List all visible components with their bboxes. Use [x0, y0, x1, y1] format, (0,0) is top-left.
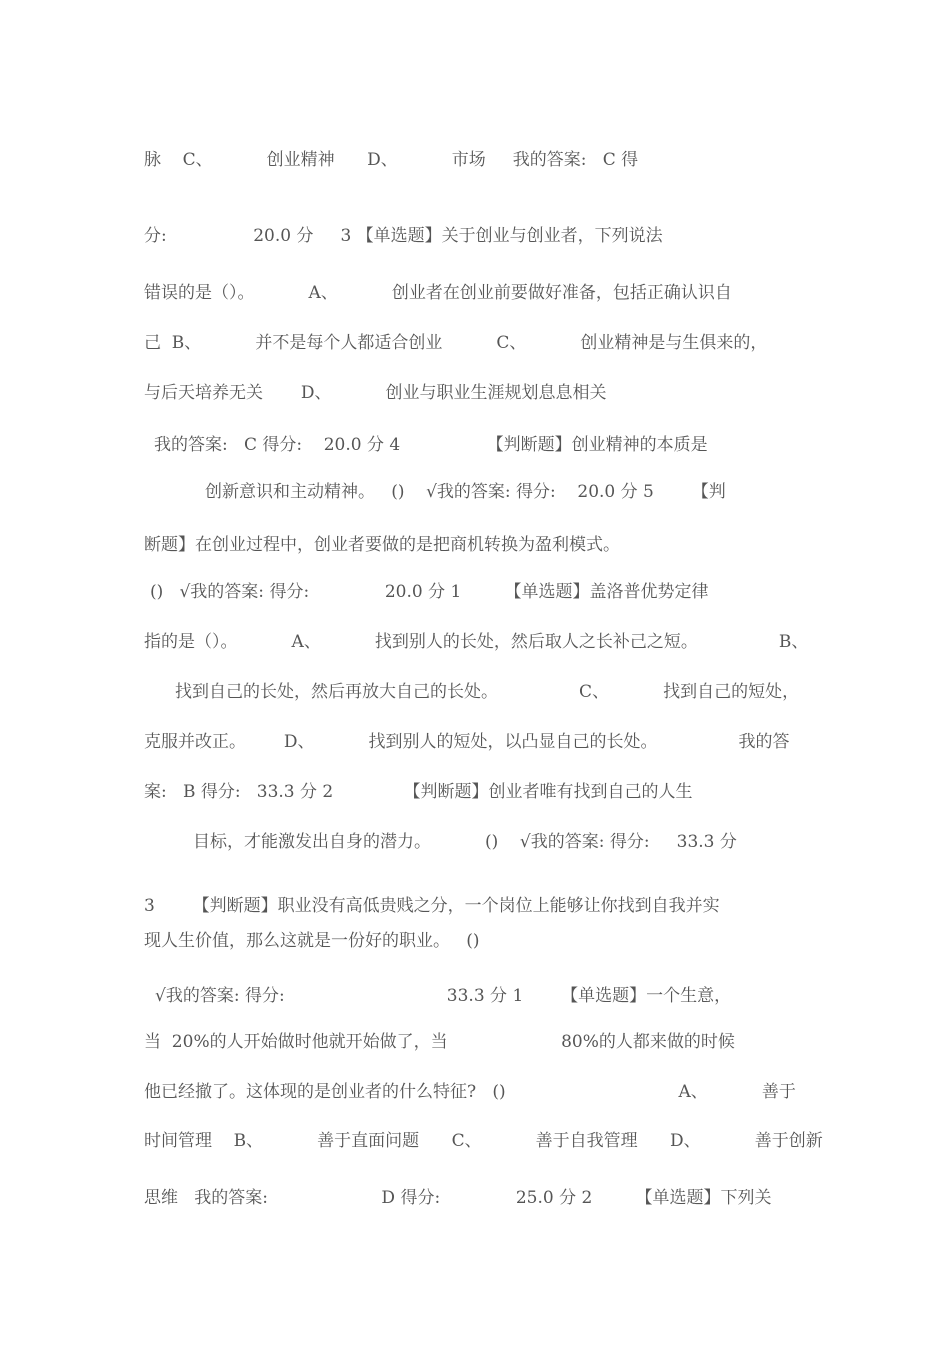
text-line: 己 B、 并不是每个人都适合创业 C、 创业精神是与生俱来的，	[144, 333, 768, 353]
text-line: 案: B 得分: 33.3 分 2 【判断题】创业者唯有找到自己的人生	[144, 782, 693, 802]
text-line: 当 20%的人开始做时他就开始做了，当 80%的人都来做的时候	[144, 1032, 735, 1052]
text-line: () √我的答案: 得分: 20.0 分 1 【单选题】盖洛普优势定律	[150, 582, 709, 602]
text-line: 时间管理 B、 善于直面问题 C、 善于自我管理 D、 善于创新	[144, 1131, 823, 1151]
text-line: 我的答案: C 得分: 20.0 分 4 【判断题】创业精神的本质是	[154, 435, 708, 455]
text-line: 思维 我的答案: D 得分: 25.0 分 2 【单选题】下列关	[144, 1188, 772, 1208]
text-line: 分: 20.0 分 3 【单选题】关于创业与创业者，下列说法	[144, 226, 663, 246]
text-line: 克服并改正。 D、 找到别人的短处，以凸显自己的长处。 我的答	[144, 732, 790, 752]
text-line: 脉 C、 创业精神 D、 市场 我的答案: C 得	[144, 150, 639, 170]
text-line: 3 【判断题】职业没有高低贵贱之分，一个岗位上能够让你找到自我并实	[144, 896, 720, 916]
text-line: 错误的是（）。 A、 创业者在创业前要做好准备，包括正确认识自	[144, 283, 732, 303]
text-line: 断题】在创业过程中，创业者要做的是把商机转换为盈利模式。	[144, 535, 620, 555]
text-line: 创新意识和主动精神。 () √我的答案: 得分: 20.0 分 5 【判	[205, 482, 726, 502]
text-line: 与后天培养无关 D、 创业与职业生涯规划息息相关	[144, 383, 607, 403]
text-line: 目标，才能激发出自身的潜力。 () √我的答案: 得分: 33.3 分	[193, 832, 737, 852]
text-line: √我的答案: 得分: 33.3 分 1 【单选题】一个生意，	[155, 986, 732, 1006]
text-line: 指的是（）。 A、 找到别人的长处，然后取人之长补己之短。 B、	[144, 632, 809, 652]
text-line: 现人生价值，那么这就是一份好的职业。 ()	[144, 931, 480, 951]
text-line: 找到自己的长处，然后再放大自己的长处。 C、 找到自己的短处，	[175, 682, 800, 702]
text-line: 他已经撤了。这体现的是创业者的什么特征? () A、 善于	[144, 1082, 796, 1102]
